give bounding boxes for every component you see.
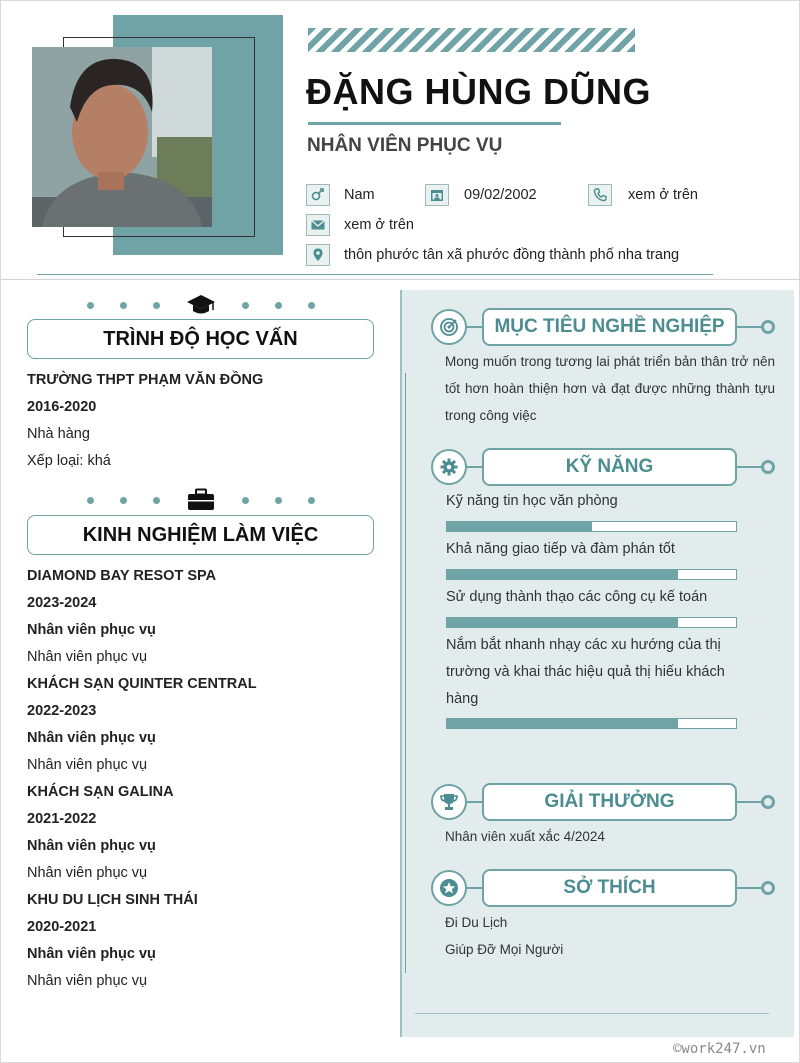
awards-heading: GIẢI THƯỞNG	[482, 783, 737, 821]
target-icon	[431, 309, 467, 345]
skill-name: Sử dụng thành thạo các công cụ kế toán	[446, 589, 708, 605]
header-divider	[37, 274, 713, 275]
job-years: 2020-2021	[27, 919, 97, 935]
hobbies-header	[431, 869, 776, 907]
skills-heading: KỸ NĂNG	[482, 448, 737, 486]
gender-icon	[306, 184, 330, 206]
birthday-info	[425, 184, 537, 206]
header-divider-light	[1, 279, 800, 280]
objective-header	[431, 308, 776, 346]
email-info	[306, 214, 414, 236]
birthday-value: 09/02/2002	[464, 187, 537, 203]
job-company: DIAMOND BAY RESOT SPA	[27, 568, 217, 584]
skill-name: Kỹ năng tin học văn phòng	[446, 493, 618, 509]
trophy-icon	[431, 784, 467, 820]
right-panel-bottom-line	[415, 1013, 769, 1014]
awards-header	[431, 783, 776, 821]
watermark: ©work247.vn	[673, 1041, 766, 1057]
experience-dots	[81, 487, 321, 513]
gender-info	[306, 184, 375, 206]
candidate-name: ĐẶNG HÙNG DŨNG	[306, 71, 651, 112]
job-company: KHU DU LỊCH SINH THÁI	[27, 892, 198, 908]
job-company: KHÁCH SẠN QUINTER CENTRAL	[27, 676, 257, 692]
phone-info	[588, 184, 698, 206]
job-years: 2022-2023	[27, 703, 97, 719]
hobby-item: Giúp Đỡ Mọi Người	[445, 942, 564, 957]
right-panel-border	[400, 290, 402, 1037]
skill-bar	[446, 521, 737, 532]
skill-name: Khả năng giao tiếp và đàm phán tốt	[446, 541, 675, 557]
address-value: thôn phước tân xã phước đồng thành phố nha trang	[344, 247, 680, 263]
phone-value: xem ở trên	[628, 187, 698, 203]
job-title: NHÂN VIÊN PHỤC VỤ	[307, 135, 503, 156]
graduation-cap-icon	[186, 292, 216, 318]
education-dots	[81, 292, 321, 318]
education-school: TRƯỜNG THPT PHẠM VĂN ĐỒNG	[27, 372, 264, 388]
job-position: Nhân viên phục vụ	[27, 838, 156, 854]
education-years: 2016-2020	[27, 399, 97, 415]
skill-name: Nắm bắt nhanh nhạy các xu hướng của thị trường và khai thác hiệu quả thị hiếu khách hàng	[446, 637, 725, 707]
envelope-icon	[306, 214, 330, 236]
star-icon	[431, 870, 467, 906]
job-position: Nhân viên phục vụ	[27, 622, 156, 638]
objective-text: Mong muốn trong tương lai phát triển bản thân trở nên tốt hơn hoàn thiện hơn và đạt được những thành tựu trong công việc	[445, 354, 775, 423]
calendar-icon	[425, 184, 449, 206]
gender-value: Nam	[344, 187, 375, 203]
name-underline	[308, 122, 561, 125]
header-stripe	[308, 28, 635, 52]
job-company: KHÁCH SẠN GALINA	[27, 784, 174, 800]
skill-bar	[446, 569, 737, 580]
hobbies-heading: SỞ THÍCH	[482, 869, 737, 907]
experience-heading: KINH NGHIỆM LÀM VIỆC	[27, 515, 374, 555]
address-info	[306, 244, 679, 266]
job-description: Nhân viên phục vụ	[27, 649, 148, 665]
job-years: 2021-2022	[27, 811, 97, 827]
job-description: Nhân viên phục vụ	[27, 973, 148, 989]
objective-heading: MỤC TIÊU NGHỀ NGHIỆP	[482, 308, 737, 346]
education-major: Nhà hàng	[27, 426, 90, 442]
skill-bar	[446, 617, 737, 628]
gear-icon	[431, 449, 467, 485]
education-heading: TRÌNH ĐỘ HỌC VẤN	[27, 319, 374, 359]
skill-bar	[446, 718, 737, 729]
award-item: Nhân viên xuất xắc 4/2024	[445, 829, 605, 844]
hobby-item: Đi Du Lịch	[445, 915, 508, 930]
phone-icon	[588, 184, 612, 206]
profile-photo	[32, 47, 212, 227]
timeline-line	[405, 373, 406, 973]
job-position: Nhân viên phục vụ	[27, 730, 156, 746]
briefcase-icon	[186, 487, 216, 513]
job-years: 2023-2024	[27, 595, 97, 611]
job-description: Nhân viên phục vụ	[27, 757, 148, 773]
education-grade: Xếp loại: khá	[27, 453, 111, 469]
job-description: Nhân viên phục vụ	[27, 865, 148, 881]
skills-header	[431, 448, 776, 486]
job-position: Nhân viên phục vụ	[27, 946, 156, 962]
email-value: xem ở trên	[344, 217, 414, 233]
location-pin-icon	[306, 244, 330, 266]
